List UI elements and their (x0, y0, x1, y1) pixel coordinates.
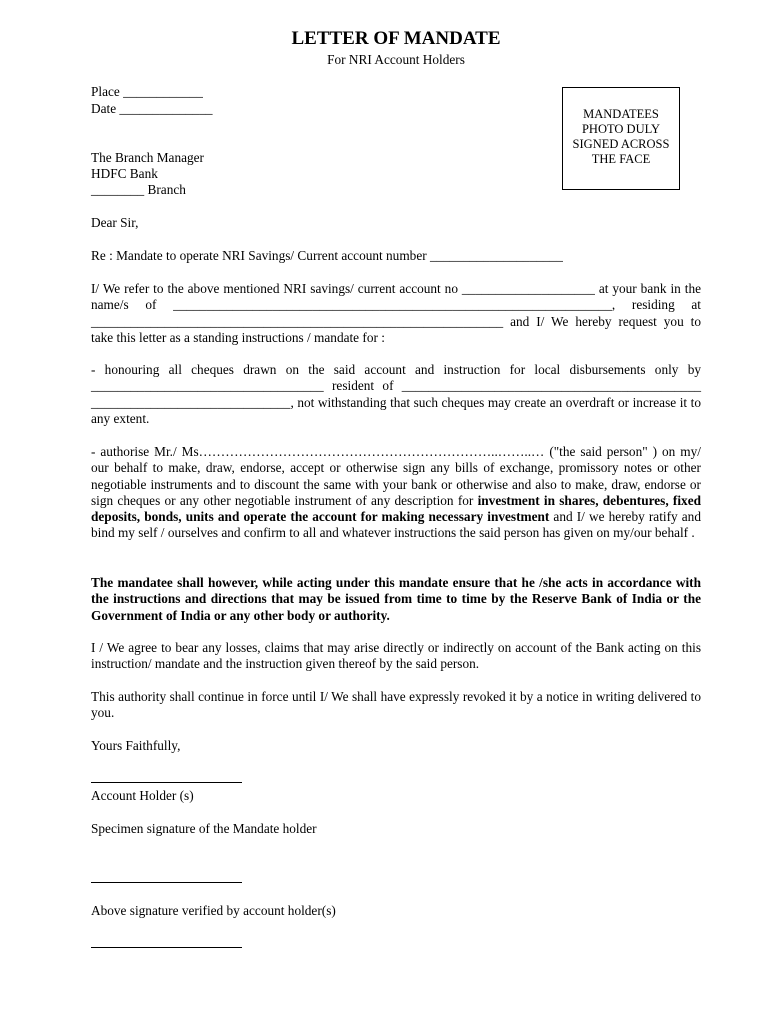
authorise-text: - authorise Mr./ Ms…………………………………………………………..……..… ("the said person" ) on my/ our behalf to make, draw, endorse, accept or otherwise sign any bills of exchange, promissory notes or other negotiable instruments and to discount the same with your bank or otherwise and also to make, draw, endorse or sign cheques or any other negotiable instrument of any description for (91, 444, 701, 508)
addressee-line: HDFC Bank (91, 166, 158, 181)
photo-box (562, 87, 680, 190)
paragraph-authority: This authority shall continue in force until I/ We shall have expressly revoked it by a notice in writing delivered to you. (91, 689, 701, 721)
authorise-bold-text: investment in shares, debentures, fixed deposits, bonds, units and operate the account for making necessary investment (91, 492, 701, 525)
specimen-label: Specimen signature of the Mandate holder (91, 821, 317, 836)
account-holder-label: Account Holder (s) (91, 788, 194, 803)
salutation: Dear Sir, (91, 215, 139, 230)
paragraph-mandatee-compliance: The mandatee shall however, while acting under this mandate ensure that he /she acts in accordance with the instructions and directions that may be issued from time to time by the Reserve Bank of India or the Government of India or any other body or authority. (91, 575, 701, 623)
closing: Yours Faithfully, (91, 738, 181, 753)
signature-line (91, 782, 242, 783)
paragraph-honouring-cheques: - honouring all cheques drawn on the said account and instruction for local disbursements only by ___________________________________ resident of _____________________________________________ ______________________________, not withstanding that such cheques may create an overdraft or increase it to any extent. (91, 362, 701, 426)
addressee-line: ________ Branch (91, 182, 186, 197)
addressee-line: The Branch Manager (91, 150, 204, 165)
authorise-text-end: and I/ we hereby ratify and bind my self / ourselves and confirm to all and whatever instructions the said person has given on my/our behalf . (91, 509, 701, 541)
date-field: Date ______________ (91, 101, 213, 116)
document-title: LETTER OF MANDATE (291, 28, 501, 49)
photo-box-line: SIGNED ACROSS (572, 137, 670, 151)
paragraph-authorise (91, 444, 701, 542)
re-line: Re : Mandate to operate NRI Savings/ Current account number ____________________ (91, 248, 563, 263)
signature-line (91, 882, 242, 883)
signature-line (91, 947, 242, 948)
paragraph-account-reference: I/ We refer to the above mentioned NRI savings/ current account no ____________________ at your bank in the name/s of __________________________________________________________________, residing at ______________________________________________________________ and I/ We hereby request you to take this letter as a standing instructions / mandate for : (91, 281, 701, 345)
document-subtitle: For NRI Account Holders (327, 52, 465, 67)
paragraph-losses: I / We agree to bear any losses, claims that may arise directly or indirectly on account of the Bank acting on this instruction/ mandate and the instruction given thereof by the said person. (91, 640, 701, 672)
photo-box-line: THE FACE (591, 152, 651, 166)
photo-box-line: MANDATEES (583, 107, 659, 121)
verified-label: Above signature verified by account holder(s) (91, 903, 336, 918)
place-field: Place ____________ (91, 84, 203, 99)
photo-box-line: PHOTO DULY (581, 122, 661, 136)
